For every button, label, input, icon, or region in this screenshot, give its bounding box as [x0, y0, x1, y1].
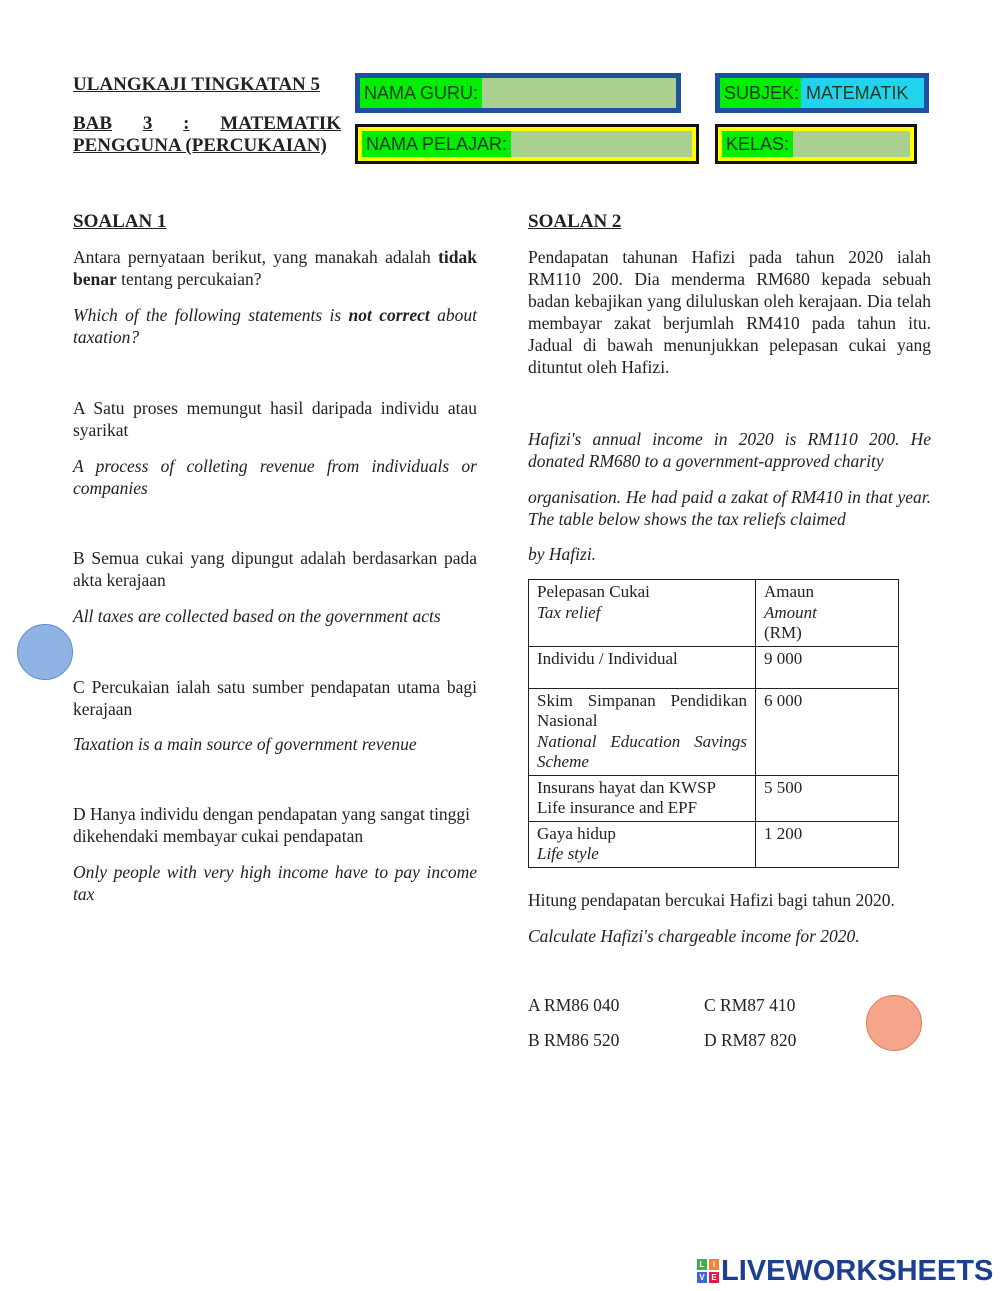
q1-answer-drop-circle[interactable]	[17, 624, 73, 680]
logo-wordmark: LIVEWORKSHEETS	[721, 1254, 994, 1287]
table-cell-amount: 6 000	[756, 688, 899, 775]
q2-ask-en: Calculate Hafizi's chargeable income for 2020.	[528, 926, 860, 946]
q1-option-b-en: All taxes are collected based on the government acts	[73, 606, 441, 626]
table-cell-amount: 1 200	[756, 821, 899, 867]
table-row	[529, 646, 899, 688]
table-row	[529, 821, 899, 867]
q1-option-a-en: A process of colleting revenue from individuals or companies	[73, 456, 477, 498]
subjek-box	[715, 73, 929, 113]
table-header-amount: Amaun Amount (RM)	[756, 580, 899, 647]
q2-option-d: D RM87 820	[704, 1030, 797, 1050]
table-cell-amount: 9 000	[756, 646, 899, 688]
soalan-1-heading: SOALAN 1	[73, 211, 167, 232]
q1-stem-ms: Antara pernyataan berikut, yang manakah adalah tidak benar tentang percukaian?	[73, 247, 477, 289]
q2-stem-ms: Pendapatan tahunan Hafizi pada tahun 2020 ialah RM110 200. Dia menderma RM680 kepada sebuah badan kebajikan yang diluluskan oleh kerajaan. Dia telah membayar zakat berjumlah RM410 pada tahun itu. Jadual di bawah menunjukkan pelepasan cukai yang dituntut oleh Hafizi.	[528, 247, 931, 377]
logo-letter-l: L	[697, 1259, 707, 1270]
soalan-2-heading: SOALAN 2	[528, 211, 622, 232]
q1-option-c-en: Taxation is a main source of government revenue	[73, 734, 417, 754]
subjek-value: MATEMATIK	[806, 83, 909, 103]
nama-pelajar-label: NAMA PELAJAR:	[362, 131, 511, 157]
q2-option-b: B RM86 520	[528, 1030, 620, 1050]
table-header-row	[529, 580, 899, 647]
table-cell-relief: Individu / Individual	[529, 646, 756, 688]
table-row	[529, 775, 899, 821]
q2-answer-drop-circle[interactable]	[866, 995, 922, 1051]
q2-option-a: A RM86 040	[528, 995, 620, 1015]
table-header-relief: Pelepasan Cukai Tax relief	[529, 580, 756, 647]
table-cell-relief: Gaya hidup Life style	[529, 821, 756, 867]
q2-stem-en-3: by Hafizi.	[528, 544, 597, 564]
table-row	[529, 688, 899, 775]
nama-guru-label: NAMA GURU:	[360, 78, 482, 108]
logo-letter-v: V	[697, 1272, 707, 1283]
nama-pelajar-box	[355, 124, 699, 164]
q2-stem-en-1: Hafizi's annual income in 2020 is RM110 200. He donated RM680 to a government-approved charity	[528, 429, 931, 471]
chapter-line-2: PENGGUNA (PERCUKAIAN)	[73, 135, 327, 156]
worksheet-title	[73, 74, 343, 96]
logo-mark	[697, 1259, 719, 1283]
subjek-label: SUBJEK:	[720, 78, 801, 108]
logo-letter-e: E	[709, 1272, 719, 1283]
table-cell-amount: 5 500	[756, 775, 899, 821]
q1-option-a-ms: A Satu proses memungut hasil daripada individu atau syarikat	[73, 398, 477, 440]
q1-option-b-ms: B Semua cukai yang dipungut adalah berdasarkan pada akta kerajaan	[73, 548, 477, 590]
subjek-field[interactable]	[720, 78, 924, 108]
q1-option-c-ms: C Percukaian ialah satu sumber pendapatan utama bagi kerajaan	[73, 677, 477, 719]
q2-ask-ms: Hitung pendapatan bercukai Hafizi bagi tahun 2020.	[528, 890, 895, 910]
nama-guru-box	[355, 73, 681, 113]
q1-option-d-en: Only people with very high income have to pay income tax	[73, 862, 477, 904]
kelas-box	[715, 124, 917, 164]
kelas-field[interactable]	[722, 131, 910, 157]
table-cell-relief: Skim Simpanan Pendidikan Nasional National Education Savings Scheme	[529, 688, 756, 775]
q2-stem-en-2: organisation. He had paid a zakat of RM410 in that year. The table below shows the tax reliefs claimed	[528, 487, 931, 529]
kelas-label: KELAS:	[722, 131, 793, 157]
q2-option-c: C RM87 410	[704, 995, 796, 1015]
table-cell-relief: Insurans hayat dan KWSP Life insurance and EPF	[529, 775, 756, 821]
logo-letter-i: I	[709, 1259, 719, 1270]
q1-stem-en: Which of the following statements is not correct about taxation?	[73, 305, 477, 347]
liveworksheets-logo	[697, 1256, 993, 1286]
title-line-1: ULANGKAJI TINGKATAN 5	[73, 74, 321, 95]
chapter-title	[73, 113, 341, 157]
q1-option-d-ms: D Hanya individu dengan pendapatan yang sangat tinggi dikehendaki membayar cukai pendapatan	[73, 804, 471, 846]
nama-guru-field[interactable]	[360, 78, 676, 108]
tax-relief-table	[528, 579, 899, 868]
chapter-line-1: BAB 3 : MATEMATIK	[73, 113, 341, 134]
nama-pelajar-field[interactable]	[362, 131, 692, 157]
